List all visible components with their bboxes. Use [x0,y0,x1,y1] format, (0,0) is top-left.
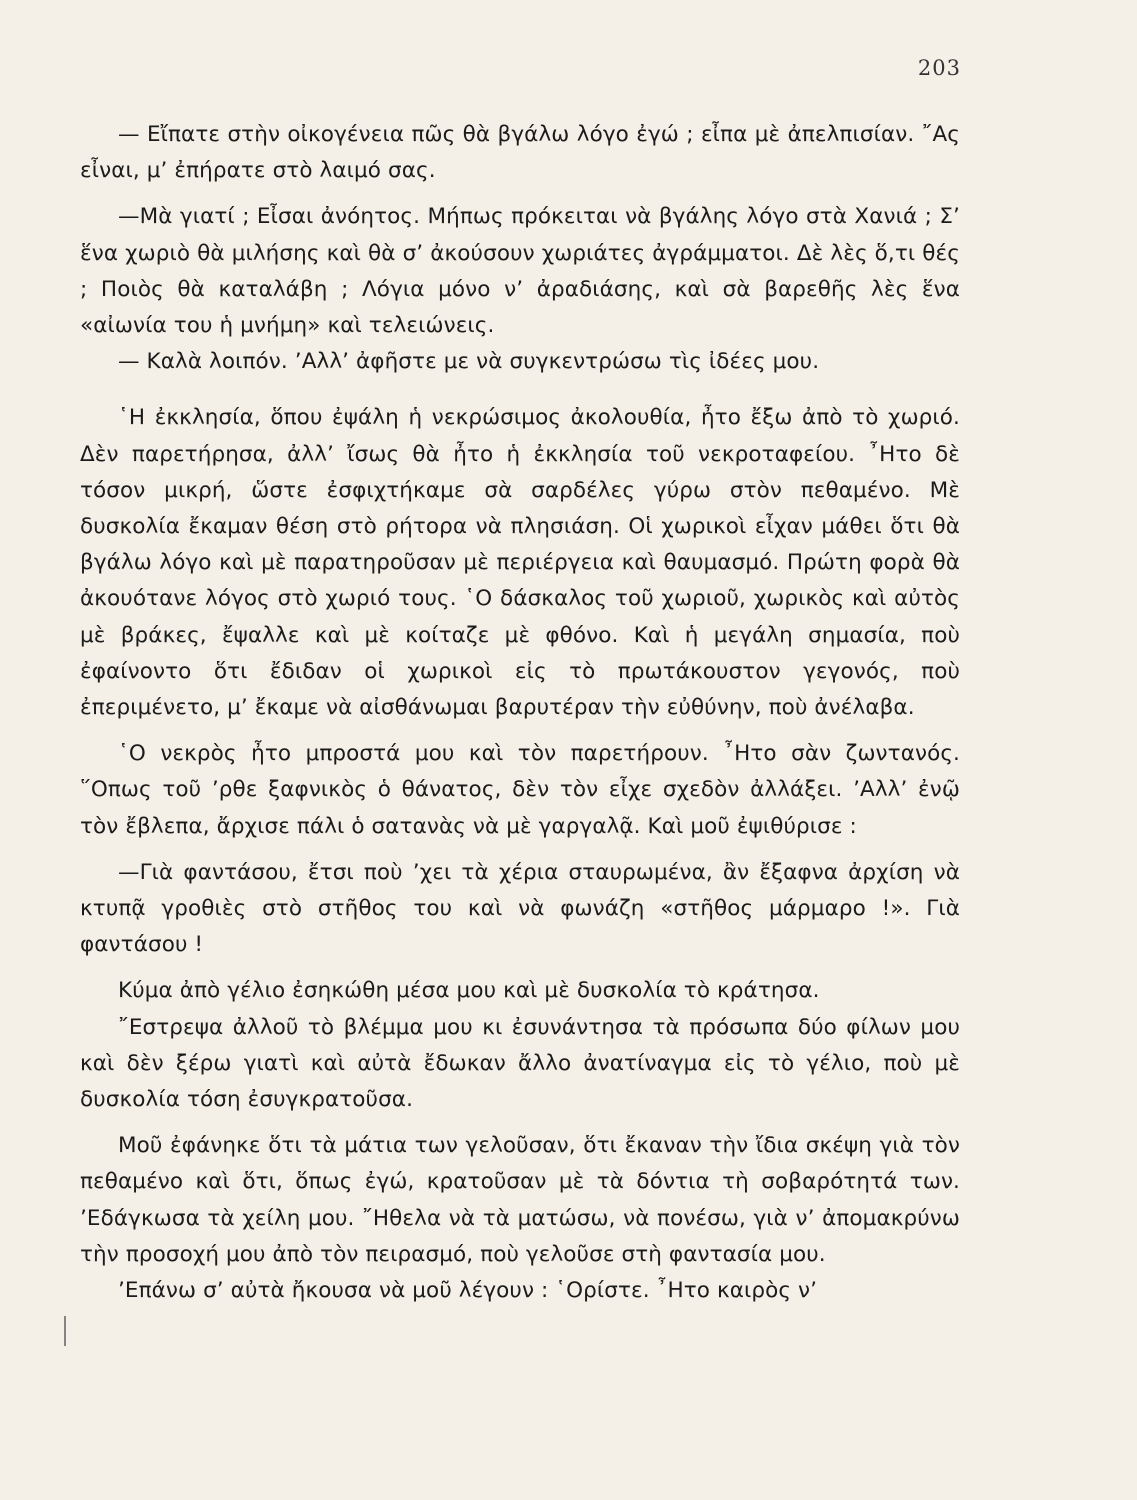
paragraph: Κύμα ἀπὸ γέλιο ἐσηκώθη μέσα μου καὶ μὲ δυσκολία τὸ κράτησα. [118,978,820,1004]
paragraph: —Γιὰ φαντάσου, ἔτσι ποὺ ’χει τὰ χέρια σταυρωμένα, ἂν ἔξαφνα ἀρχίση νὰ κτυπᾷ γροθιὲς στὸ στῆθος του καὶ νὰ φωνάζη «στῆθος μάρμαρο !». Γιὰ φαντάσου ! [80,859,960,958]
paragraph: ῎Εστρεψα ἀλλοῦ τὸ βλέμμα μου κι ἐσυνάντησα τὰ πρόσωπα δύο φίλων μου καὶ δὲν ξέρω γιατὶ καὶ αὐτὰ ἔδωκαν ἄλλο ἀνατίναγμα εἰς τὸ γέλιο, ποὺ μὲ δυσκολία τόση ἐσυγκρατοῦσα. [80,1014,960,1113]
paragraph: ῾Ο νεκρὸς ἦτο μπροστά μου καὶ τὸν παρετήρουν. ῏Ητο σὰν ζωντανός. ῞Οπως τοῦ ’ρθε ξαφνικὸς ὁ θάνατος, δὲν τὸν εἶχε σχεδὸν ἀλλάξει. ’Αλλ’ ἐνῷ τὸν ἔβλεπα, ἄρχισε πάλι ὁ σατανὰς νὰ μὲ γαργαλᾷ. Καὶ μοῦ ἐψιθύρισε : [80,741,960,839]
margin-mark [64,1316,66,1346]
paragraph: ῾Η ἐκκλησία, ὅπου ἐψάλη ἡ νεκρώσιμος ἀκολουθία, ἦτο ἔξω ἀπὸ τὸ χωριό. Δὲν παρετήρησα, ἀλλ’ ἴσως θὰ ἦτο ἡ ἐκκλησία τοῦ νεκροταφείου. ῏Ητο δὲ τόσον μικρή, ὥστε ἐσφιχτήκαμε σὰ σαρδέλες γύρω στὸν πεθαμένο. Μὲ δυσκολία ἔκαμαν θέση στὸ ρήτορα νὰ πλησιάση. Οἱ χωρικοὶ εἶχαν μάθει ὅτι θὰ βγάλω λόγο καὶ μὲ παρατηροῦσαν μὲ περιέργεια καὶ θαυμασμό. Πρώτη φορὰ θὰ ἀκουότανε λόγος στὸ χωριό τους. ῾Ο δάσκαλος τοῦ χωριοῦ, χωρικὸς καὶ αὐτὸς μὲ βράκες, ἔψαλλε καὶ μὲ κοίταζε μὲ φθόνο. Καὶ ἡ μεγάλη σημασία, ποὺ ἐφαίνοντο ὅτι ἔδιδαν οἱ χωρικοὶ εἰς τὸ πρωτάκουστον γεγονός, ποὺ ἐπεριμένετο, μ’ ἔκαμε νὰ αἰσθάνωμαι βαρυτέραν τὴν εὐθύνην, ποὺ ἀνέλαβα. [80,405,960,721]
paragraph: —Μὰ γιατί ; Εἶσαι ἀνόητος. Μήπως πρόκειται νὰ βγάλης λόγο στὰ Χανιά ; Σ’ ἕνα χωριὸ θὰ μιλήσης καὶ θὰ σ’ ἀκούσουν χωριάτες ἀγράμματοι. Δὲ λὲς ὅ,τι θές ; Ποιὸς θὰ καταλάβη ; Λόγια μόνο ν’ ἀραδιάσης, καὶ σὰ βαρεθῆς λὲς ἕνα «αἰωνία του ἡ μνήμη» καὶ τελειώνεις. [80,204,960,339]
paragraph: — Καλὰ λοιπόν. ’Αλλ’ ἀφῆστε με νὰ συγκεντρώσω τὶς ἰδέες μου. [118,349,820,375]
paragraph: — Εἴπατε στὴν οἰκογένεια πῶς θὰ βγάλω λόγο ἐγώ ; εἶπα μὲ ἀπελπισίαν. ῎Ας εἶναι, μ’ ἐπήρατε στὸ λαιμό σας. [80,122,960,184]
paragraph: Μοῦ ἐφάνηκε ὅτι τὰ μάτια των γελοῦσαν, ὅτι ἔκαναν τὴν ἴδια σκέψη γιὰ τὸν πεθαμένο καὶ ὅτι, ὅπως ἐγώ, κρατοῦσαν μὲ τὰ δόντια τὴ σοβαρότητά των. ’Εδάγκωσα τὰ χείλη μου. ῎Ηθελα νὰ τὰ ματώσω, νὰ πονέσω, γιὰ ν’ ἀπομακρύνω τὴν προσοχή μου ἀπὸ τὸν πειρασμό, ποὺ γελοῦσε στὴ φαντασία μου. [80,1133,960,1267]
page-number: 203 [917,56,961,80]
paragraph: ’Επάνω σ’ αὐτὰ ἤκουσα νὰ μοῦ λέγουν : ῾Ορίστε. ῏Ητο καιρὸς ν’ [118,1278,818,1304]
body-text [80,117,960,1309]
